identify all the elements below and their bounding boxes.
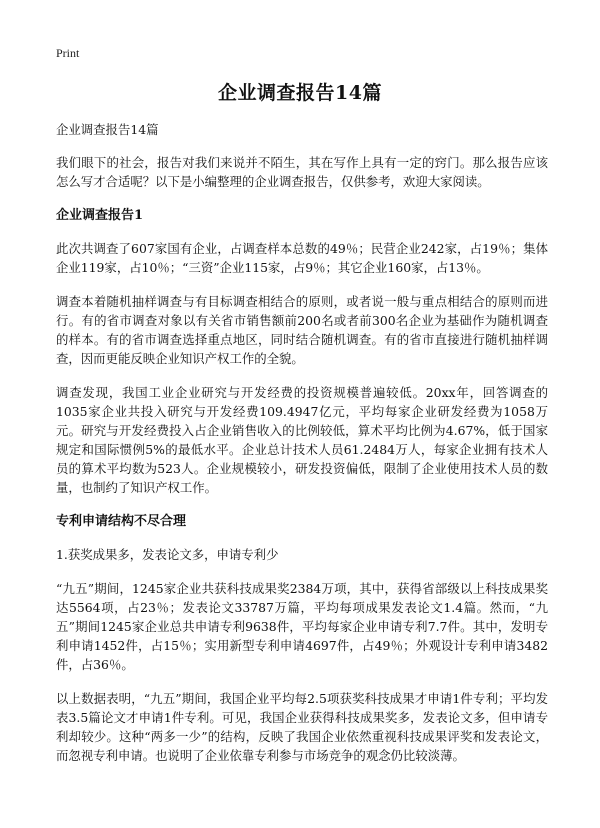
page-title: 企业调查报告14篇 xyxy=(218,82,382,104)
paragraph-rd-investment: 调查发现，我国工业企业研究与开发经费的投资规模普遍较低。20xx年，回答调查的1035家企业共投入研究与开发经费109.4947亿元，平均每家企业研发经费为1058万元。研究与开发经费投入占企业销售收入的比例较低，算术平均比例为4.67%，低于国家规定和国际惯例5%的最低水平。企业总计技术人员61.2484万人，每家企业拥有技术人员的算术平均数为523人。企业规模较小，研发投资偏低，限制了企业使用技术人员的数量，也制约了知识产权工作。 xyxy=(56,385,548,495)
paragraph-data-analysis: 以上数据表明，“九五”期间，我国企业平均每2.5项获奖科技成果才申请1件专利；平均发表3.5篇论文才申请1件专利。可见，我国企业获得科技成果奖多，发表论文多，但申请专利却较少。这种“两多一少”的结构，反映了我国企业依然重视科技成果评奖和发表论文，而忽视专利申请。也说明了企业依靠专利参与市场竞争的观念仍比较淡薄。 xyxy=(56,691,548,763)
section-heading-patent-structure: 专利申请结构不尽合理 xyxy=(56,514,187,529)
list-item-point-1: 1.获奖成果多，发表论文多，申请专利少 xyxy=(56,547,279,562)
paragraph-survey-method: 调查本着随机抽样调查与有目标调查相结合的原则，或者说一般与重点相结合的原则而进行。有的省市调查对象以有关省市销售额前200名或者前300名企业为基础作为随机调查的样本。有的省市调查选择重点地区，同时结合随机调查。有的省市直接进行随机抽样调查，因而更能反映企业知识产权工作的全貌。 xyxy=(56,294,548,366)
paragraph-ninth-five-year: “九五”期间，1245家企业共获科技成果奖2384万项，其中，获得省部级以上科技成果奖达5564项，占23％；发表论文33787万篇，平均每项成果发表论文1.4篇。然而，“九五”期间1245家企业总共申请专利9638件，平均每家企业申请专利7.7件。其中，发明专利申请1452件，占15％；实用新型专利申请4697件，占49％；外观设计专利申请3482件，占36％。 xyxy=(56,581,548,672)
document-body xyxy=(56,120,548,780)
intro-paragraph: 我们眼下的社会，报告对我们来说并不陌生，其在写作上具有一定的窍门。那么报告应该怎么写才合适呢？以下是小编整理的企业调查报告，仅供参考，欢迎大家阅读。 xyxy=(56,155,548,189)
section-heading-report-1: 企业调查报告1 xyxy=(56,208,144,223)
paragraph-sample-composition: 此次共调查了607家国有企业，占调查样本总数的49％；民营企业242家，占19％；集体企业119家，占10％；“三资”企业115家，占9％；其它企业160家，占13％。 xyxy=(56,241,548,275)
print-link[interactable]: Print xyxy=(56,46,80,60)
document-subtitle: 企业调查报告14篇 xyxy=(56,122,159,137)
